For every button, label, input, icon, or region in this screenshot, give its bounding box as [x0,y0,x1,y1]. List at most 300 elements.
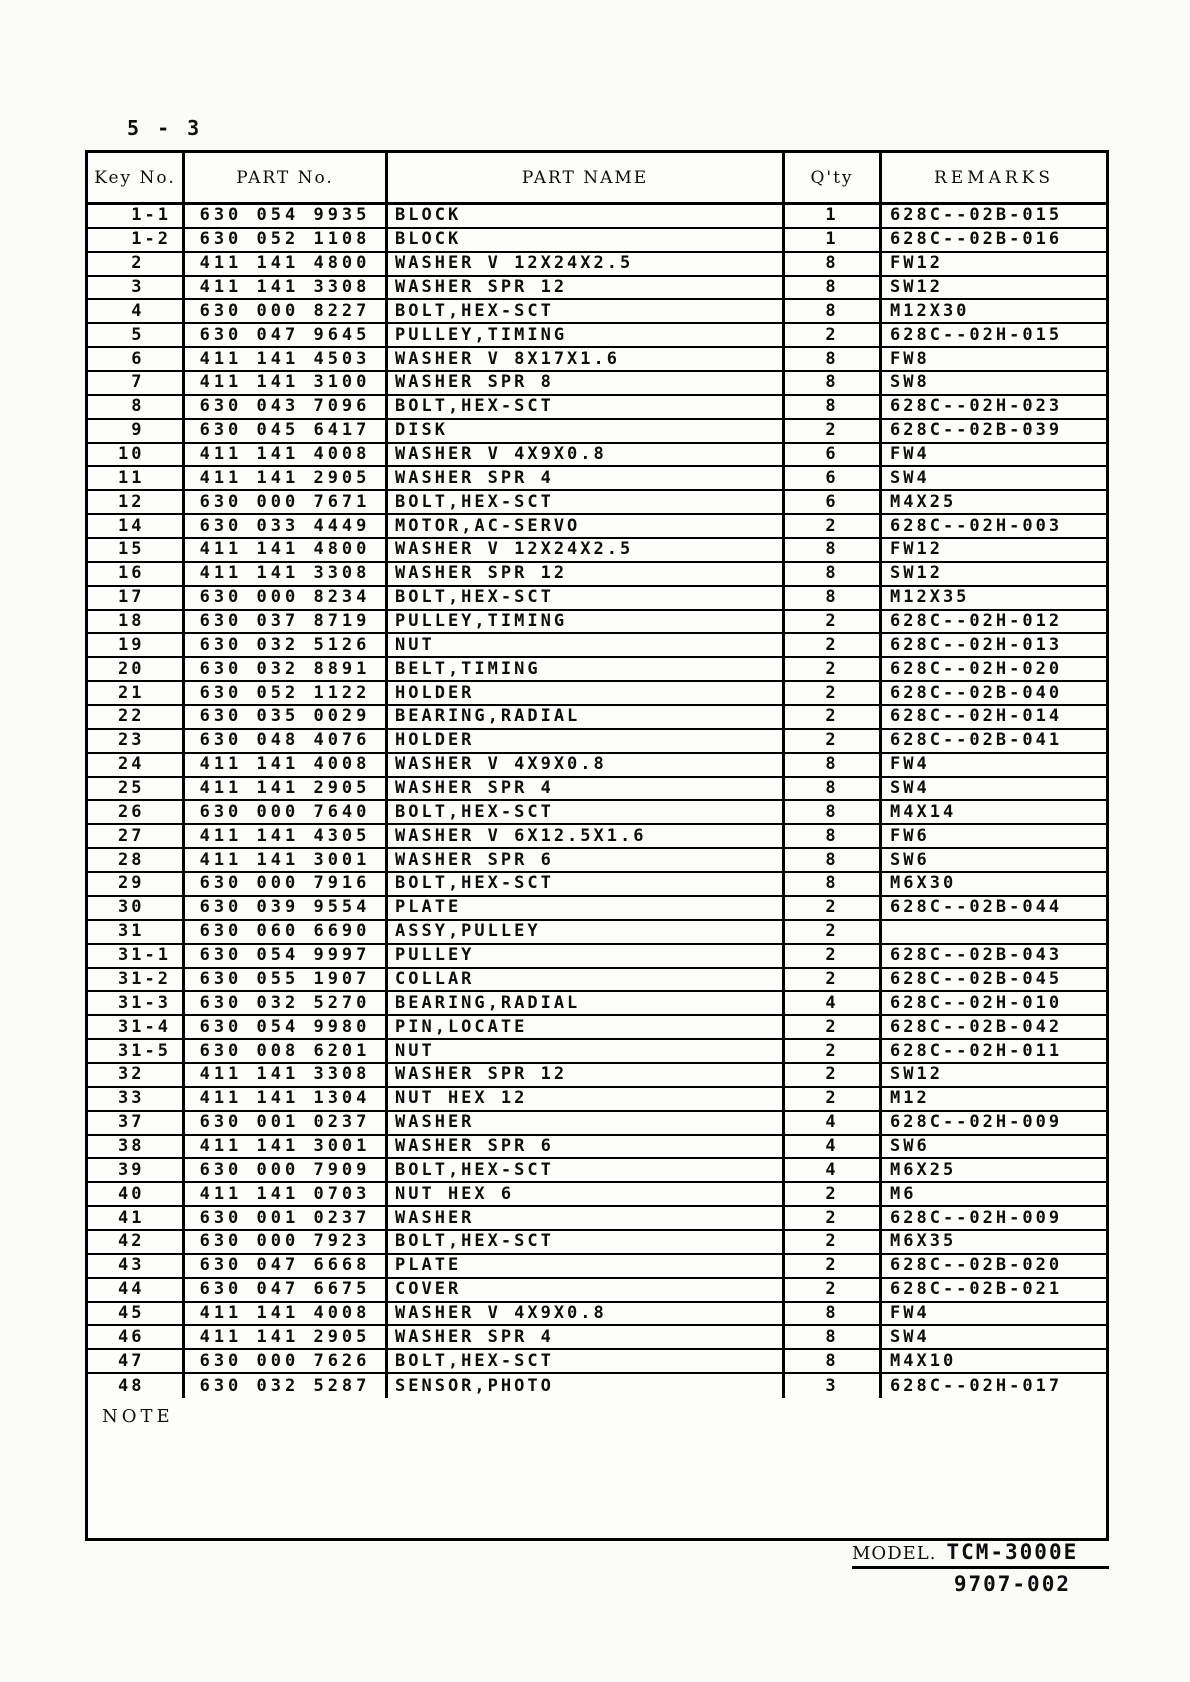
table-row [88,467,1106,491]
cell-part-name: WASHER V 8X17X1.6 [385,348,782,370]
cell-part-name: BOLT,HEX-SCT [385,396,782,418]
cell-key-no: 19 [118,634,145,655]
cell-qty: 6 [782,467,879,489]
table-row [88,1016,1106,1040]
cell-qty: 8 [782,873,879,895]
cell-remarks: 628C--02H-014 [879,706,1106,728]
cell-remarks: M4X25 [879,491,1106,513]
table-row [88,1350,1106,1374]
cell-part-name: PULLEY,TIMING [385,324,782,346]
cell-qty: 8 [782,372,879,394]
cell-key-no: 43 [118,1255,145,1276]
cell-part-no: 411 141 3308 [182,1064,385,1086]
table-row [88,229,1106,253]
cell-remarks: M6X25 [879,1159,1106,1181]
cell-part-name: WASHER SPR 12 [385,563,782,585]
cell-part-name: WASHER SPR 4 [385,778,782,800]
table-row [88,1279,1106,1303]
table-row [88,706,1106,730]
note-section [88,1398,1106,1538]
table-row [88,897,1106,921]
cell-key-no: 14 [118,515,145,536]
cell-remarks: 628C--02H-015 [879,324,1106,346]
cell-part-no: 630 037 8719 [182,611,385,633]
cell-qty: 8 [782,277,879,299]
cell-qty: 2 [782,1255,879,1277]
cell-part-no: 630 047 9645 [182,324,385,346]
cell-remarks: 628C--02B-016 [879,229,1106,251]
cell-remarks: 628C--02H-003 [879,515,1106,537]
cell-remarks: FW8 [879,348,1106,370]
cell-part-name: BOLT,HEX-SCT [385,873,782,895]
cell-key-no: 31-3 [118,992,171,1013]
cell-remarks: SW4 [879,467,1106,489]
cell-part-no: 411 141 3308 [182,563,385,585]
cell-part-name: WASHER V 12X24X2.5 [385,539,782,561]
parts-table-header [88,153,1106,205]
cell-part-name: ASSY,PULLEY [385,921,782,943]
cell-key-no: 18 [118,611,145,632]
cell-part-no: 630 060 6690 [182,921,385,943]
cell-part-name: DISK [385,420,782,442]
table-row [88,754,1106,778]
cell-part-name: WASHER V 4X9X0.8 [385,444,782,466]
table-row [88,1326,1106,1350]
cell-key-no: 22 [118,706,145,727]
table-row [88,587,1106,611]
cell-remarks: 628C--02B-045 [879,969,1106,991]
cell-part-name: BOLT,HEX-SCT [385,491,782,513]
cell-key-no: 31-5 [118,1040,171,1061]
cell-key-no: 12 [118,491,145,512]
cell-qty: 2 [782,515,879,537]
cell-qty: 2 [782,969,879,991]
cell-qty: 2 [782,1183,879,1205]
cell-part-name: COVER [385,1279,782,1301]
cell-part-name: BOLT,HEX-SCT [385,801,782,823]
cell-part-no: 630 032 8891 [182,658,385,680]
table-row [88,849,1106,873]
cell-part-name: WASHER SPR 6 [385,849,782,871]
cell-remarks: M4X10 [879,1350,1106,1372]
header-key-no: Key No. [94,167,176,188]
cell-part-name: SENSOR,PHOTO [385,1374,782,1398]
cell-part-no: 630 001 0237 [182,1112,385,1134]
cell-remarks: M12X30 [879,300,1106,322]
cell-key-no: 17 [118,587,145,608]
cell-part-no: 630 000 7916 [182,873,385,895]
cell-part-name: WASHER V 4X9X0.8 [385,754,782,776]
cell-part-name: BOLT,HEX-SCT [385,1231,782,1253]
table-row [88,1183,1106,1207]
cell-part-name: MOTOR,AC-SERVO [385,515,782,537]
cell-remarks: FW4 [879,754,1106,776]
table-row [88,945,1106,969]
cell-remarks: 628C--02H-023 [879,396,1106,418]
cell-remarks: 628C--02H-010 [879,992,1106,1014]
table-row [88,324,1106,348]
cell-key-no: 42 [118,1231,145,1252]
cell-part-name: WASHER V 4X9X0.8 [385,1303,782,1325]
cell-remarks: 628C--02B-040 [879,682,1106,704]
cell-part-name: NUT HEX 12 [385,1088,782,1110]
cell-remarks: 628C--02B-044 [879,897,1106,919]
cell-qty: 8 [782,1326,879,1348]
cell-part-name: PIN,LOCATE [385,1016,782,1038]
cell-qty: 2 [782,1231,879,1253]
table-row [88,396,1106,420]
cell-remarks: SW12 [879,563,1106,585]
cell-qty: 2 [782,420,879,442]
cell-part-no: 630 054 9935 [182,205,385,227]
cell-key-no: 27 [118,825,145,846]
cell-part-no: 630 054 9980 [182,1016,385,1038]
table-row [88,372,1106,396]
cell-remarks: FW4 [879,444,1106,466]
cell-part-name: BELT,TIMING [385,658,782,680]
cell-qty: 8 [782,778,879,800]
table-row [88,634,1106,658]
cell-part-name: PULLEY,TIMING [385,611,782,633]
cell-part-no: 411 141 4008 [182,444,385,466]
cell-remarks [879,921,1106,943]
cell-part-no: 630 032 5270 [182,992,385,1014]
table-row [88,348,1106,372]
cell-remarks: M12 [879,1088,1106,1110]
cell-key-no: 38 [118,1135,145,1156]
cell-qty: 2 [782,658,879,680]
cell-part-name: WASHER SPR 12 [385,1064,782,1086]
cell-remarks: SW4 [879,1326,1106,1348]
cell-part-no: 411 141 2905 [182,1326,385,1348]
table-row [88,801,1106,825]
model-line [852,1540,1109,1569]
cell-qty: 2 [782,945,879,967]
cell-qty: 1 [782,229,879,251]
cell-qty: 2 [782,1207,879,1229]
cell-remarks: 628C--02H-017 [879,1374,1106,1398]
header-part-no: PART No. [182,153,385,202]
cell-remarks: 628C--02H-009 [879,1112,1106,1134]
cell-part-no: 630 052 1122 [182,682,385,704]
cell-remarks: 628C--02H-011 [879,1040,1106,1062]
cell-key-no: 1-2 [118,229,171,250]
cell-part-no: 411 141 4800 [182,253,385,275]
cell-remarks: FW12 [879,539,1106,561]
cell-part-no: 411 141 4800 [182,539,385,561]
cell-part-no: 630 008 6201 [182,1040,385,1062]
cell-remarks: 628C--02B-042 [879,1016,1106,1038]
cell-key-no: 25 [118,778,145,799]
cell-key-no: 5 [118,324,145,345]
cell-qty: 8 [782,1350,879,1372]
cell-part-no: 630 047 6675 [182,1279,385,1301]
cell-remarks: 628C--02B-043 [879,945,1106,967]
cell-key-no: 37 [118,1112,145,1133]
table-row [88,873,1106,897]
model-label: MODEL. [852,1543,937,1564]
cell-remarks: M4X14 [879,801,1106,823]
parts-table [85,150,1109,1541]
cell-key-no: 47 [118,1350,145,1371]
note-label: NOTE [102,1405,174,1427]
table-row [88,539,1106,563]
cell-qty: 2 [782,1016,879,1038]
cell-part-name: BLOCK [385,229,782,251]
cell-qty: 6 [782,444,879,466]
table-row [88,491,1106,515]
cell-qty: 2 [782,730,879,752]
cell-part-name: WASHER SPR 12 [385,277,782,299]
cell-part-no: 411 141 0703 [182,1183,385,1205]
cell-part-name: BOLT,HEX-SCT [385,1350,782,1372]
table-row [88,205,1106,229]
table-row [88,515,1106,539]
cell-part-no: 630 000 7671 [182,491,385,513]
model-value: TCM-3000E [946,1540,1079,1564]
cell-key-no: 32 [118,1064,145,1085]
cell-key-no: 9 [118,420,145,441]
cell-key-no: 3 [118,277,145,297]
cell-part-name: WASHER SPR 8 [385,372,782,394]
cell-key-no: 1-1 [118,205,171,226]
cell-key-no: 20 [118,658,145,679]
cell-key-no: 10 [118,444,145,465]
cell-qty: 8 [782,539,879,561]
cell-remarks: FW12 [879,253,1106,275]
cell-part-no: 630 001 0237 [182,1207,385,1229]
cell-remarks: SW12 [879,1064,1106,1086]
table-row [88,1136,1106,1160]
table-row [88,1231,1106,1255]
cell-part-no: 630 047 6668 [182,1255,385,1277]
table-row [88,658,1106,682]
cell-qty: 2 [782,611,879,633]
cell-qty: 8 [782,754,879,776]
table-row [88,969,1106,993]
cell-key-no: 41 [118,1207,145,1228]
cell-part-name: BLOCK [385,205,782,227]
cell-qty: 2 [782,1064,879,1086]
cell-key-no: 29 [118,873,145,894]
cell-qty: 8 [782,1303,879,1325]
cell-qty: 8 [782,563,879,585]
cell-key-no: 46 [118,1326,145,1347]
cell-part-no: 630 000 8234 [182,587,385,609]
cell-qty: 2 [782,921,879,943]
cell-part-no: 630 035 0029 [182,706,385,728]
cell-part-no: 630 000 7640 [182,801,385,823]
cell-part-no: 630 054 9997 [182,945,385,967]
cell-part-no: 630 000 7626 [182,1350,385,1372]
table-row [88,253,1106,277]
table-row [88,1112,1106,1136]
cell-part-name: WASHER V 6X12.5X1.6 [385,825,782,847]
table-row [88,1064,1106,1088]
cell-part-no: 411 141 4008 [182,1303,385,1325]
cell-qty: 8 [782,253,879,275]
cell-part-name: PLATE [385,1255,782,1277]
cell-remarks: SW4 [879,778,1106,800]
cell-part-no: 411 141 4008 [182,754,385,776]
page-number-label: 5 - 3 [127,116,203,140]
cell-part-name: WASHER SPR 4 [385,1326,782,1348]
cell-qty: 8 [782,801,879,823]
cell-part-name: COLLAR [385,969,782,991]
cell-qty: 1 [782,205,879,227]
cell-key-no: 11 [118,467,145,488]
cell-key-no: 15 [118,539,145,560]
table-row [88,611,1106,635]
table-row [88,825,1106,849]
title-block [852,1540,1109,1596]
table-row [88,730,1106,754]
table-row [88,1159,1106,1183]
table-row [88,778,1106,802]
cell-qty: 2 [782,324,879,346]
cell-qty: 2 [782,897,879,919]
cell-part-no: 630 048 4076 [182,730,385,752]
cell-remarks: 628C--02H-013 [879,634,1106,656]
cell-qty: 2 [782,682,879,704]
cell-part-name: BOLT,HEX-SCT [385,587,782,609]
cell-key-no: 26 [118,801,145,822]
cell-remarks: 628C--02H-020 [879,658,1106,680]
header-part-name: PART NAME [385,153,782,202]
cell-qty: 6 [782,491,879,513]
cell-qty: 8 [782,396,879,418]
cell-remarks: 628C--02B-015 [879,205,1106,227]
cell-part-no: 411 141 2905 [182,778,385,800]
parts-table-body [88,205,1106,1398]
cell-part-no: 630 045 6417 [182,420,385,442]
cell-qty: 3 [782,1374,879,1398]
cell-key-no: 4 [118,300,145,321]
header-qty: Q'ty [782,153,879,202]
cell-part-name: WASHER SPR 6 [385,1136,782,1158]
cell-qty: 2 [782,634,879,656]
cell-part-name: BOLT,HEX-SCT [385,1159,782,1181]
cell-part-name: HOLDER [385,730,782,752]
cell-qty: 8 [782,348,879,370]
cell-key-no: 31 [118,921,145,942]
cell-part-name: NUT [385,634,782,656]
cell-qty: 8 [782,300,879,322]
table-row [88,1088,1106,1112]
cell-part-no: 411 141 3001 [182,849,385,871]
cell-key-no: 40 [118,1183,145,1204]
cell-qty: 8 [782,825,879,847]
table-row [88,992,1106,1016]
cell-key-no: 8 [118,396,145,417]
cell-part-no: 630 032 5126 [182,634,385,656]
document-number: 9707-002 [953,1572,1071,1596]
table-row [88,563,1106,587]
table-row [88,1303,1106,1327]
cell-key-no: 44 [118,1279,145,1300]
cell-part-no: 411 141 1304 [182,1088,385,1110]
table-row [88,682,1106,706]
cell-part-name: WASHER [385,1207,782,1229]
cell-qty: 2 [782,1088,879,1110]
table-row [88,420,1106,444]
cell-part-name: WASHER V 12X24X2.5 [385,253,782,275]
cell-part-no: 630 055 1907 [182,969,385,991]
cell-qty: 4 [782,1112,879,1134]
table-row [88,300,1106,324]
cell-key-no: 7 [118,372,145,393]
cell-part-no: 411 141 3100 [182,372,385,394]
cell-key-no: 39 [118,1159,145,1180]
cell-key-no: 28 [118,849,145,870]
table-row [88,1374,1106,1398]
cell-part-no: 411 141 2905 [182,467,385,489]
cell-part-no: 630 043 7096 [182,396,385,418]
cell-remarks: FW6 [879,825,1106,847]
cell-part-name: PULLEY [385,945,782,967]
cell-qty: 2 [782,1279,879,1301]
cell-key-no: 45 [118,1302,145,1323]
cell-key-no: 21 [118,682,145,703]
cell-qty: 8 [782,587,879,609]
cell-remarks: SW8 [879,372,1106,394]
cell-part-name: BOLT,HEX-SCT [385,300,782,322]
cell-part-no: 630 000 7923 [182,1231,385,1253]
cell-key-no: 30 [118,897,145,918]
cell-part-no: 630 032 5287 [182,1374,385,1398]
cell-part-name: HOLDER [385,682,782,704]
table-row [88,1040,1106,1064]
cell-part-no: 411 141 3001 [182,1136,385,1158]
cell-key-no: 31-2 [118,968,171,989]
cell-part-name: BEARING,RADIAL [385,706,782,728]
cell-key-no: 6 [118,348,145,369]
cell-key-no: 48 [118,1375,145,1396]
table-row [88,921,1106,945]
table-row [88,277,1106,301]
cell-key-no: 16 [118,563,145,584]
cell-key-no: 24 [118,754,145,775]
cell-remarks: M6X30 [879,873,1106,895]
cell-part-name: BEARING,RADIAL [385,992,782,1014]
cell-part-no: 411 141 4305 [182,825,385,847]
cell-part-name: NUT HEX 6 [385,1183,782,1205]
cell-key-no: 2 [118,253,145,274]
cell-part-no: 630 039 9554 [182,897,385,919]
cell-qty: 4 [782,992,879,1014]
cell-remarks: FW4 [879,1303,1106,1325]
cell-part-no: 630 033 4449 [182,515,385,537]
cell-part-name: WASHER SPR 4 [385,467,782,489]
cell-part-no: 411 141 4503 [182,348,385,370]
cell-qty: 8 [782,849,879,871]
table-row [88,444,1106,468]
cell-qty: 2 [782,706,879,728]
cell-qty: 4 [782,1159,879,1181]
cell-remarks: M6X35 [879,1231,1106,1253]
cell-remarks: SW12 [879,277,1106,299]
cell-remarks: 628C--02B-041 [879,730,1106,752]
cell-part-name: PLATE [385,897,782,919]
cell-part-no: 630 000 8227 [182,300,385,322]
cell-remarks: 628C--02H-012 [879,611,1106,633]
cell-qty: 4 [782,1136,879,1158]
cell-remarks: 628C--02B-020 [879,1255,1106,1277]
cell-remarks: M12X35 [879,587,1106,609]
cell-key-no: 31-1 [118,945,171,966]
cell-remarks: SW6 [879,849,1106,871]
cell-remarks: 628C--02B-021 [879,1279,1106,1301]
